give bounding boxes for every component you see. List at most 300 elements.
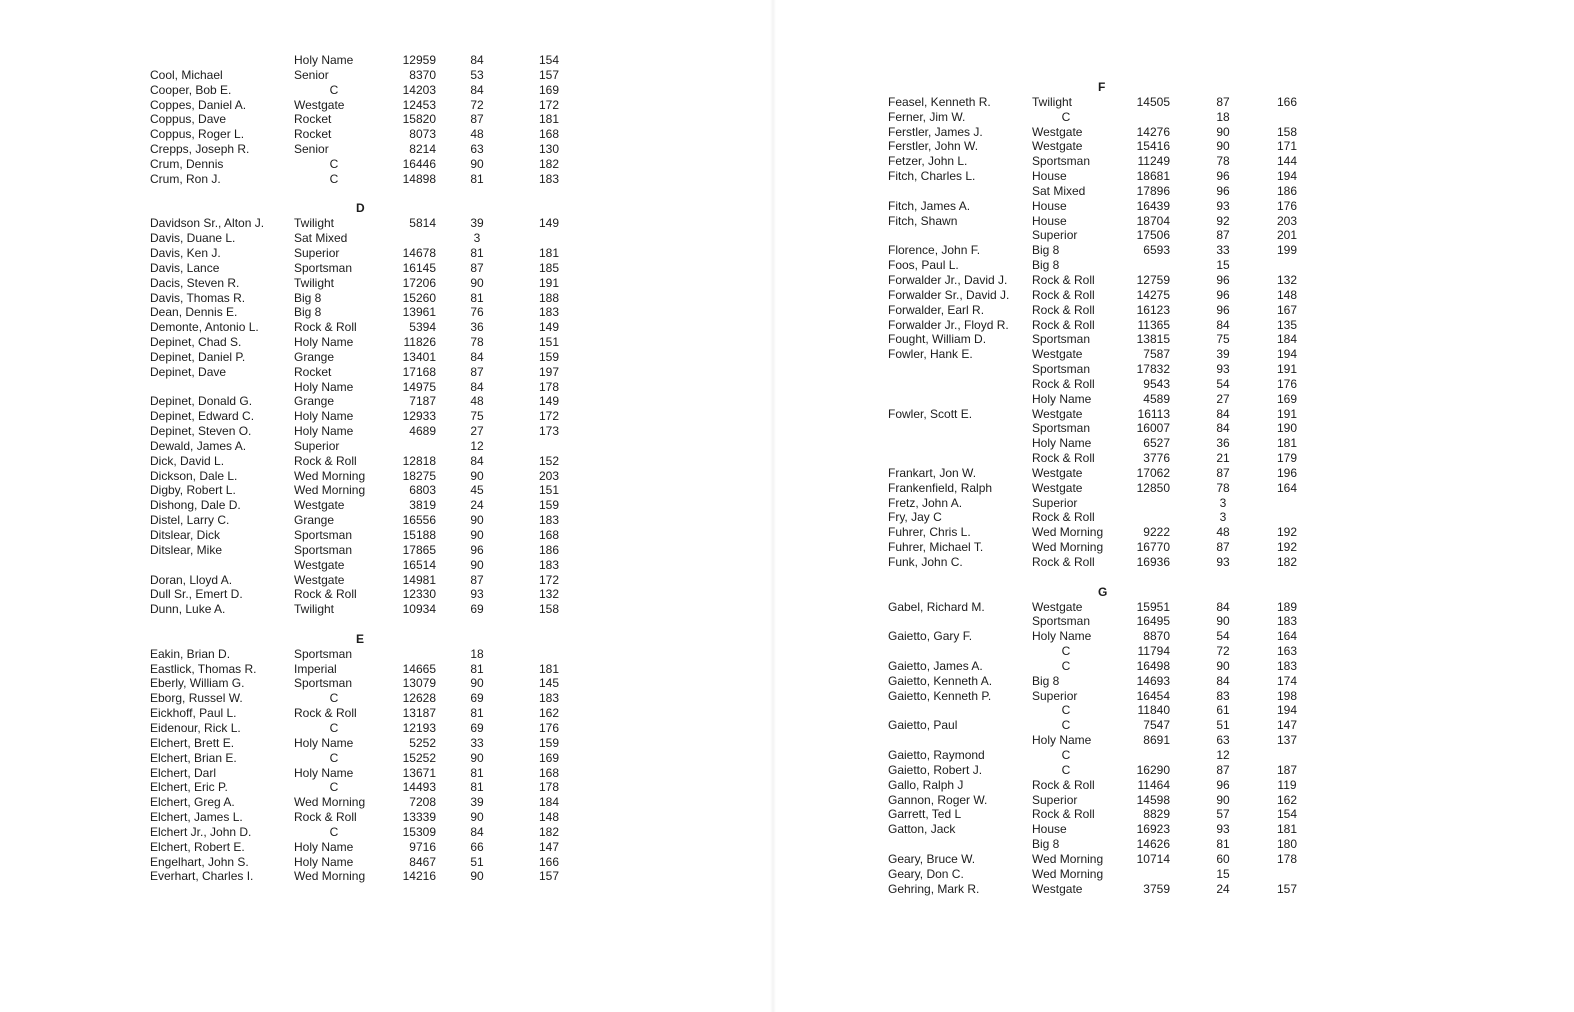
total-pins: 10714 bbox=[1136, 851, 1170, 866]
total-pins: 15260 bbox=[402, 290, 436, 305]
average-score: 178 bbox=[538, 780, 560, 795]
table-row bbox=[880, 629, 1320, 644]
bowler-name: Digby, Robert L. bbox=[150, 483, 236, 498]
average-score: 159 bbox=[538, 735, 560, 750]
games-count: 15 bbox=[1216, 866, 1230, 881]
table-row bbox=[880, 451, 1320, 466]
games-count: 90 bbox=[470, 750, 484, 765]
league-name: Holy Name bbox=[1032, 733, 1092, 748]
games-count: 18 bbox=[470, 646, 484, 661]
bowler-name: Elchert Jr., John D. bbox=[150, 824, 252, 839]
games-count: 21 bbox=[1216, 451, 1230, 466]
table-row bbox=[140, 68, 580, 83]
table-row bbox=[880, 273, 1320, 288]
games-count: 39 bbox=[470, 795, 484, 810]
league-name: Wed Morning bbox=[294, 468, 366, 483]
average-score: 169 bbox=[538, 82, 560, 97]
table-row bbox=[880, 214, 1320, 229]
league-name: Big 8 bbox=[1032, 243, 1060, 258]
games-count: 83 bbox=[1216, 688, 1230, 703]
average-score: 186 bbox=[538, 542, 560, 557]
bowler-name: Davis, Lance bbox=[150, 260, 220, 275]
league-name: Rock & Roll bbox=[294, 706, 357, 721]
games-count: 12 bbox=[470, 438, 484, 453]
games-count: 87 bbox=[1216, 228, 1230, 243]
bowler-name: Fretz, John A. bbox=[888, 495, 963, 510]
average-score: 137 bbox=[1276, 733, 1298, 748]
games-count: 90 bbox=[1216, 792, 1230, 807]
league-name: Holy Name bbox=[1032, 629, 1092, 644]
table-row bbox=[140, 380, 580, 395]
games-count: 81 bbox=[470, 780, 484, 795]
average-score: 164 bbox=[1276, 629, 1298, 644]
average-score: 181 bbox=[538, 245, 560, 260]
games-count: 78 bbox=[470, 335, 484, 350]
average-score: 157 bbox=[1276, 881, 1298, 896]
table-row bbox=[880, 392, 1320, 407]
league-name: Rock & Roll bbox=[1032, 451, 1095, 466]
table-row bbox=[880, 481, 1320, 496]
league-name: C bbox=[329, 824, 339, 839]
total-pins: 12850 bbox=[1136, 480, 1170, 495]
table-row bbox=[140, 157, 580, 172]
average-score: 198 bbox=[1276, 688, 1298, 703]
total-pins: 9716 bbox=[409, 839, 436, 854]
bowler-name: Gaietto, Paul bbox=[888, 718, 958, 733]
table-row bbox=[140, 528, 580, 543]
league-name: Westgate bbox=[1032, 406, 1083, 421]
league-name: Holy Name bbox=[294, 424, 354, 439]
games-count: 69 bbox=[470, 691, 484, 706]
table-row bbox=[140, 127, 580, 142]
table-row bbox=[880, 436, 1320, 451]
table-row bbox=[880, 852, 1320, 867]
total-pins: 15820 bbox=[402, 112, 436, 127]
table-row bbox=[140, 855, 580, 870]
bowler-name: Dickson, Dale L. bbox=[150, 468, 238, 483]
league-name: Wed Morning bbox=[1032, 866, 1104, 881]
table-row bbox=[140, 795, 580, 810]
average-score: 157 bbox=[538, 67, 560, 82]
games-count: 12 bbox=[1216, 747, 1230, 762]
table-row bbox=[880, 689, 1320, 704]
table-row bbox=[880, 407, 1320, 422]
average-score: 196 bbox=[1276, 465, 1298, 480]
section-letter: D bbox=[356, 201, 365, 216]
average-score: 147 bbox=[538, 839, 560, 854]
total-pins: 5394 bbox=[409, 320, 436, 335]
table-row bbox=[140, 513, 580, 528]
bowler-name: Depinet, Daniel P. bbox=[150, 349, 246, 364]
bowler-name: Davis, Thomas R. bbox=[150, 290, 246, 305]
games-count: 84 bbox=[470, 453, 484, 468]
average-score: 159 bbox=[538, 498, 560, 513]
games-count: 96 bbox=[470, 542, 484, 557]
average-score: 192 bbox=[1276, 540, 1298, 555]
games-count: 81 bbox=[470, 765, 484, 780]
league-name: Rock & Roll bbox=[1032, 807, 1095, 822]
games-count: 84 bbox=[1216, 406, 1230, 421]
total-pins: 14216 bbox=[402, 869, 436, 884]
league-name: C bbox=[329, 720, 339, 735]
bowler-name: Gaietto, Gary F. bbox=[888, 629, 973, 644]
games-count: 18 bbox=[1216, 109, 1230, 124]
league-name: Rock & Roll bbox=[1032, 287, 1095, 302]
games-count: 90 bbox=[470, 468, 484, 483]
bowler-name: Forwalder, Earl R. bbox=[888, 302, 985, 317]
games-count: 48 bbox=[1216, 525, 1230, 540]
games-count: 90 bbox=[1216, 124, 1230, 139]
league-name: Westgate bbox=[1032, 599, 1083, 614]
games-count: 66 bbox=[470, 839, 484, 854]
total-pins: 14598 bbox=[1136, 792, 1170, 807]
bowler-name: Foos, Paul L. bbox=[888, 258, 959, 273]
average-score: 132 bbox=[1276, 272, 1298, 287]
section-gap bbox=[140, 187, 580, 202]
games-count: 3 bbox=[1219, 510, 1227, 525]
league-name: Holy Name bbox=[294, 379, 354, 394]
games-count: 24 bbox=[470, 498, 484, 513]
average-score: 166 bbox=[538, 854, 560, 869]
league-name: Grange bbox=[294, 394, 335, 409]
table-row bbox=[880, 644, 1320, 659]
table-row bbox=[140, 662, 580, 677]
games-count: 39 bbox=[470, 216, 484, 231]
bowler-name: Gaietto, Robert J. bbox=[888, 762, 983, 777]
total-pins: 13401 bbox=[402, 349, 436, 364]
total-pins: 8691 bbox=[1143, 733, 1170, 748]
games-count: 84 bbox=[470, 82, 484, 97]
league-name: Holy Name bbox=[294, 839, 354, 854]
bowler-name: Ditslear, Mike bbox=[150, 542, 223, 557]
league-name: Sportsman bbox=[1032, 362, 1091, 377]
league-name: Rock & Roll bbox=[1032, 555, 1095, 569]
games-count: 87 bbox=[470, 572, 484, 587]
average-score: 183 bbox=[538, 305, 560, 320]
average-score: 149 bbox=[538, 320, 560, 335]
bowler-name: Florence, John F. bbox=[888, 243, 981, 258]
average-score: 168 bbox=[538, 127, 560, 142]
bowler-name: Depinet, Edward C. bbox=[150, 409, 255, 424]
league-name: Westgate bbox=[1032, 480, 1083, 495]
bowler-name: Dick, David L. bbox=[150, 453, 225, 468]
total-pins: 4589 bbox=[1143, 391, 1170, 406]
games-count: 87 bbox=[1216, 94, 1230, 109]
bowler-name: Fetzer, John L. bbox=[888, 154, 968, 169]
bowler-name: Forwalder Jr., David J. bbox=[888, 272, 1008, 287]
average-score: 185 bbox=[538, 260, 560, 275]
average-score: 188 bbox=[538, 290, 560, 305]
games-count: 81 bbox=[470, 171, 484, 186]
table-row bbox=[880, 600, 1320, 615]
bowler-name: Gaietto, Raymond bbox=[888, 747, 985, 762]
games-count: 84 bbox=[1216, 673, 1230, 688]
bowler-name: Elchert, Eric P. bbox=[150, 780, 228, 795]
total-pins: 16936 bbox=[1136, 555, 1170, 569]
average-score: 151 bbox=[538, 335, 560, 350]
average-score: 183 bbox=[1276, 658, 1298, 673]
table-row bbox=[880, 882, 1320, 897]
average-score: 183 bbox=[538, 171, 560, 186]
bowler-name: Depinet, Steven O. bbox=[150, 424, 252, 439]
average-score: 169 bbox=[538, 750, 560, 765]
bowler-name: Gaietto, Kenneth P. bbox=[888, 688, 992, 703]
games-count: 90 bbox=[470, 557, 484, 572]
average-score: 183 bbox=[538, 513, 560, 528]
games-count: 93 bbox=[470, 587, 484, 602]
average-score: 191 bbox=[1276, 406, 1298, 421]
games-count: 87 bbox=[1216, 540, 1230, 555]
games-count: 3 bbox=[1219, 495, 1227, 510]
table-row bbox=[140, 706, 580, 721]
table-row bbox=[140, 498, 580, 513]
league-name: Twilight bbox=[294, 602, 335, 617]
games-count: 51 bbox=[470, 854, 484, 869]
section-letter: G bbox=[1098, 584, 1108, 599]
league-name: Rock & Roll bbox=[1032, 302, 1095, 317]
games-count: 54 bbox=[1216, 376, 1230, 391]
bowler-name: Gallo, Ralph J bbox=[888, 777, 964, 792]
table-row bbox=[880, 555, 1320, 570]
league-name: C bbox=[329, 156, 339, 171]
games-count: 57 bbox=[1216, 807, 1230, 822]
table-row bbox=[880, 496, 1320, 511]
total-pins: 14275 bbox=[1136, 287, 1170, 302]
games-count: 78 bbox=[1216, 154, 1230, 169]
table-row bbox=[140, 335, 580, 350]
total-pins: 6593 bbox=[1143, 243, 1170, 258]
league-name: Superior bbox=[294, 438, 340, 453]
average-score: 183 bbox=[538, 557, 560, 572]
league-name: Sportsman bbox=[294, 676, 353, 691]
average-score: 145 bbox=[538, 676, 560, 691]
league-name: Sportsman bbox=[294, 260, 353, 275]
league-name: Rock & Roll bbox=[294, 587, 357, 602]
section-letter: E bbox=[356, 631, 365, 646]
average-score: 184 bbox=[538, 795, 560, 810]
table-row bbox=[140, 98, 580, 113]
average-score: 180 bbox=[1276, 837, 1298, 852]
average-score: 169 bbox=[1276, 391, 1298, 406]
total-pins: 18681 bbox=[1136, 169, 1170, 184]
average-score: 167 bbox=[1276, 302, 1298, 317]
bowler-name: Depinet, Chad S. bbox=[150, 335, 242, 350]
league-name: Rocket bbox=[294, 364, 332, 379]
table-row bbox=[880, 614, 1320, 629]
bowler-name: Eidenour, Rick L. bbox=[150, 720, 241, 735]
table-row bbox=[880, 807, 1320, 822]
bowler-name: Cooper, Bob E. bbox=[150, 82, 232, 97]
table-row bbox=[880, 303, 1320, 318]
games-count: 87 bbox=[1216, 762, 1230, 777]
games-count: 96 bbox=[1216, 287, 1230, 302]
average-score: 182 bbox=[1276, 555, 1298, 569]
bowler-name: Gatton, Jack bbox=[888, 822, 956, 837]
total-pins: 14626 bbox=[1136, 837, 1170, 852]
total-pins: 8370 bbox=[409, 67, 436, 82]
table-row bbox=[140, 83, 580, 98]
league-name: Imperial bbox=[294, 661, 337, 676]
total-pins: 14981 bbox=[402, 572, 436, 587]
games-count: 81 bbox=[470, 661, 484, 676]
average-score: 176 bbox=[1276, 198, 1298, 213]
table-row bbox=[140, 483, 580, 498]
bowler-name: Eborg, Russel W. bbox=[150, 691, 243, 706]
left-page-column bbox=[140, 53, 580, 884]
league-name: Westgate bbox=[1032, 347, 1083, 362]
average-score: 164 bbox=[1276, 480, 1298, 495]
table-row bbox=[880, 748, 1320, 763]
average-score: 130 bbox=[538, 142, 560, 157]
games-count: 90 bbox=[470, 869, 484, 884]
average-score: 194 bbox=[1276, 169, 1298, 184]
average-score: 172 bbox=[538, 97, 560, 112]
total-pins: 12759 bbox=[1136, 272, 1170, 287]
table-row bbox=[140, 751, 580, 766]
table-row bbox=[880, 110, 1320, 125]
average-score: 166 bbox=[1276, 94, 1298, 109]
table-row bbox=[880, 703, 1320, 718]
total-pins: 15252 bbox=[402, 750, 436, 765]
games-count: 36 bbox=[1216, 436, 1230, 451]
league-name: Holy Name bbox=[294, 335, 354, 350]
games-count: 76 bbox=[470, 305, 484, 320]
table-row bbox=[140, 112, 580, 127]
total-pins: 16495 bbox=[1136, 614, 1170, 629]
games-count: 96 bbox=[1216, 169, 1230, 184]
section-header bbox=[880, 585, 1320, 600]
bowler-name: Eastlick, Thomas R. bbox=[150, 661, 257, 676]
table-row bbox=[140, 736, 580, 751]
table-row bbox=[140, 439, 580, 454]
league-name: Rock & Roll bbox=[1032, 272, 1095, 287]
bowler-name: Davidson Sr., Alton J. bbox=[150, 216, 265, 231]
total-pins: 16923 bbox=[1136, 822, 1170, 837]
games-count: 84 bbox=[470, 53, 484, 67]
table-row bbox=[140, 469, 580, 484]
league-name: Big 8 bbox=[1032, 837, 1060, 852]
bowler-name: Doran, Lloyd A. bbox=[150, 572, 233, 587]
average-score: 162 bbox=[1276, 792, 1298, 807]
games-count: 87 bbox=[470, 364, 484, 379]
games-count: 61 bbox=[1216, 703, 1230, 718]
bowler-name: Fowler, Scott E. bbox=[888, 406, 973, 421]
table-row bbox=[880, 377, 1320, 392]
total-pins: 14898 bbox=[402, 171, 436, 186]
total-pins: 8467 bbox=[409, 854, 436, 869]
games-count: 84 bbox=[470, 379, 484, 394]
average-score: 178 bbox=[538, 379, 560, 394]
bowler-name: Elchert, Greg A. bbox=[150, 795, 235, 810]
table-row bbox=[140, 869, 580, 884]
games-count: 90 bbox=[1216, 614, 1230, 629]
league-name: C bbox=[329, 750, 339, 765]
league-name: Westgate bbox=[1032, 465, 1083, 480]
average-score: 192 bbox=[1276, 525, 1298, 540]
bowler-name: Elchert, James L. bbox=[150, 810, 243, 825]
league-name: Sportsman bbox=[1032, 154, 1091, 169]
average-score: 186 bbox=[1276, 183, 1298, 198]
games-count: 63 bbox=[1216, 733, 1230, 748]
table-row bbox=[140, 676, 580, 691]
table-row bbox=[140, 573, 580, 588]
average-score: 135 bbox=[1276, 317, 1298, 332]
table-row bbox=[140, 825, 580, 840]
bowler-name: Fitch, James A. bbox=[888, 198, 971, 213]
table-row bbox=[880, 184, 1320, 199]
average-score: 157 bbox=[538, 869, 560, 884]
total-pins: 7208 bbox=[409, 795, 436, 810]
bowler-name: Eberly, William G. bbox=[150, 676, 245, 691]
league-name: Big 8 bbox=[294, 305, 322, 320]
table-row bbox=[880, 867, 1320, 882]
bowler-name: Ferstler, James J. bbox=[888, 124, 983, 139]
total-pins: 8073 bbox=[409, 127, 436, 142]
section-header bbox=[140, 632, 580, 647]
total-pins: 5252 bbox=[409, 735, 436, 750]
bowler-name: Funk, John C. bbox=[888, 555, 963, 569]
league-name: Superior bbox=[1032, 688, 1078, 703]
total-pins: 8870 bbox=[1143, 629, 1170, 644]
total-pins: 12933 bbox=[402, 409, 436, 424]
league-name: Sat Mixed bbox=[294, 231, 348, 246]
bowler-name: Davis, Duane L. bbox=[150, 231, 236, 246]
total-pins: 16446 bbox=[402, 156, 436, 171]
average-score: 178 bbox=[1276, 851, 1298, 866]
games-count: 96 bbox=[1216, 183, 1230, 198]
section-gap bbox=[140, 617, 580, 632]
bowler-name: Fitch, Charles L. bbox=[888, 169, 976, 184]
league-name: Rock & Roll bbox=[294, 320, 357, 335]
total-pins: 14203 bbox=[402, 82, 436, 97]
league-name: Senior bbox=[294, 142, 329, 157]
games-count: 72 bbox=[470, 97, 484, 112]
table-row bbox=[140, 647, 580, 662]
average-score: 152 bbox=[538, 453, 560, 468]
total-pins: 16145 bbox=[402, 260, 436, 275]
total-pins: 14678 bbox=[402, 245, 436, 260]
games-count: 90 bbox=[470, 810, 484, 825]
section-gap bbox=[880, 570, 1320, 585]
league-name: House bbox=[1032, 822, 1067, 837]
total-pins: 16123 bbox=[1136, 302, 1170, 317]
league-name: Rocket bbox=[294, 112, 332, 127]
table-row bbox=[140, 172, 580, 187]
league-name: C bbox=[1061, 109, 1071, 124]
bowler-name: Coppes, Daniel A. bbox=[150, 97, 247, 112]
bowler-name: Distel, Larry C. bbox=[150, 513, 230, 528]
total-pins: 7587 bbox=[1143, 347, 1170, 362]
games-count: 93 bbox=[1216, 555, 1230, 569]
table-row bbox=[880, 347, 1320, 362]
bowler-name: Coppus, Roger L. bbox=[150, 127, 245, 142]
league-name: C bbox=[1061, 703, 1071, 718]
games-count: 93 bbox=[1216, 198, 1230, 213]
table-row bbox=[140, 780, 580, 795]
table-row bbox=[880, 243, 1320, 258]
bowler-name: Forwalder Sr., David J. bbox=[888, 287, 1010, 302]
games-count: 90 bbox=[1216, 658, 1230, 673]
average-score: 194 bbox=[1276, 703, 1298, 718]
table-row bbox=[880, 674, 1320, 689]
average-score: 182 bbox=[538, 824, 560, 839]
table-row bbox=[140, 424, 580, 439]
total-pins: 12453 bbox=[402, 97, 436, 112]
average-score: 201 bbox=[1276, 228, 1298, 243]
table-row bbox=[140, 394, 580, 409]
league-name: Westgate bbox=[294, 498, 345, 513]
total-pins: 11794 bbox=[1137, 644, 1170, 659]
